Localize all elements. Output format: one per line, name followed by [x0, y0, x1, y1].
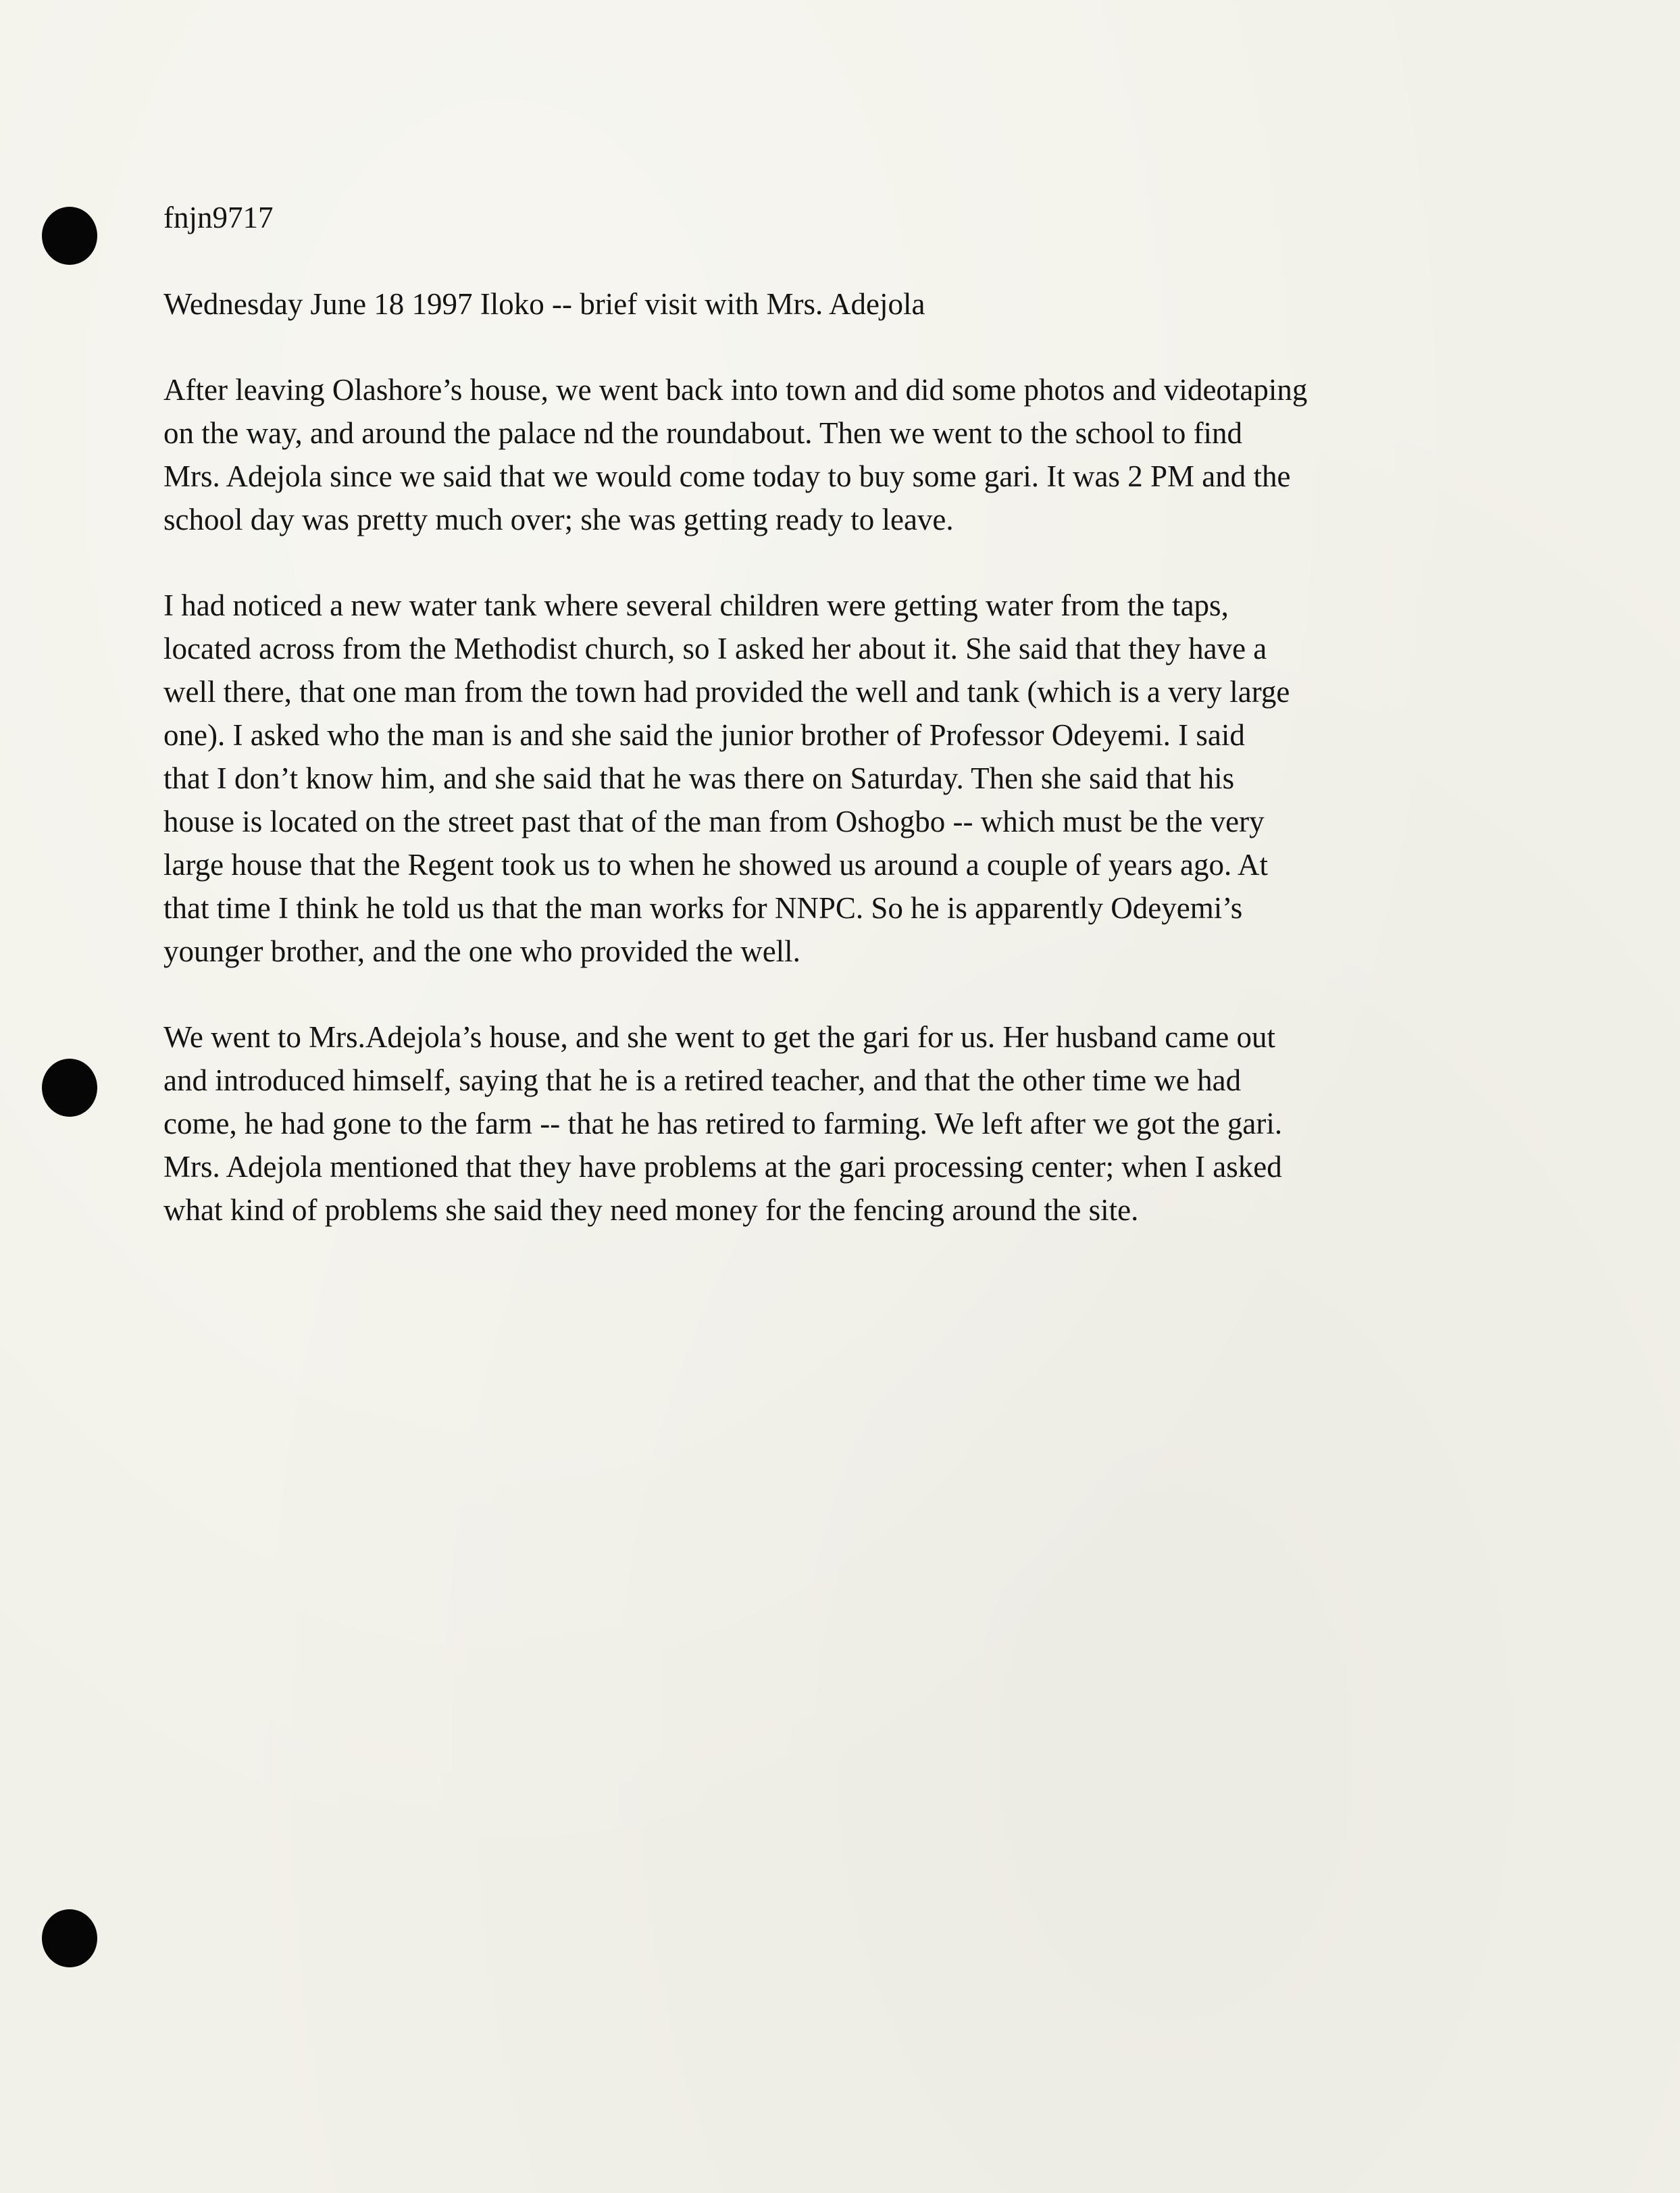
text-line: house is located on the street past that of the man from Oshogbo -- which must be the very [163, 805, 1265, 838]
punch-hole-middle [42, 1059, 97, 1117]
text-line: Mrs. Adejola since we said that we would come today to buy some gari. It was 2 PM and the [163, 459, 1291, 493]
paragraph-1 [163, 368, 1542, 541]
text-line: on the way, and around the palace nd the roundabout. Then we went to the school to find [163, 416, 1243, 450]
punch-hole-top [42, 207, 97, 265]
text-line: well there, that one man from the town had provided the well and tank (which is a very large [163, 675, 1290, 709]
text-line: that time I think he told us that the man works for NNPC. So he is apparently Odeyemi’s [163, 891, 1243, 925]
text-line: located across from the Methodist church, so I asked her about it. She said that they have a [163, 632, 1267, 665]
text-line: that I don’t know him, and she said that he was there on Saturday. Then she said that his [163, 761, 1235, 795]
document-body [163, 196, 1542, 1232]
text-line: and introduced himself, saying that he is a retired teacher, and that the other time we had [163, 1063, 1242, 1097]
text-line: younger brother, and the one who provided the well. [163, 934, 800, 968]
text-line: large house that the Regent took us to when he showed us around a couple of years ago. At [163, 848, 1269, 882]
text-line: school day was pretty much over; she was getting ready to leave. [163, 503, 954, 536]
document-id: fnjn9717 [163, 201, 274, 234]
text-line: I had noticed a new water tank where several children were getting water from the taps, [163, 588, 1229, 622]
text-line: one). I asked who the man is and she said the junior brother of Professor Odeyemi. I said [163, 718, 1245, 752]
text-line: come, he had gone to the farm -- that he has retired to farming. We left after we got the gari. [163, 1107, 1283, 1140]
entry-heading: Wednesday June 18 1997 Iloko -- brief visit with Mrs. Adejola [163, 287, 925, 321]
text-line: We went to Mrs.Adejola’s house, and she went to get the gari for us. Her husband came out [163, 1020, 1275, 1054]
text-line: Mrs. Adejola mentioned that they have problems at the gari processing center; when I asked [163, 1150, 1282, 1184]
text-line: what kind of problems she said they need money for the fencing around the site. [163, 1193, 1139, 1227]
text-line: After leaving Olashore’s house, we went back into town and did some photos and videotaping [163, 373, 1308, 407]
paragraph-2 [163, 584, 1542, 973]
paragraph-3 [163, 1015, 1542, 1232]
punch-hole-bottom [42, 1909, 97, 1967]
